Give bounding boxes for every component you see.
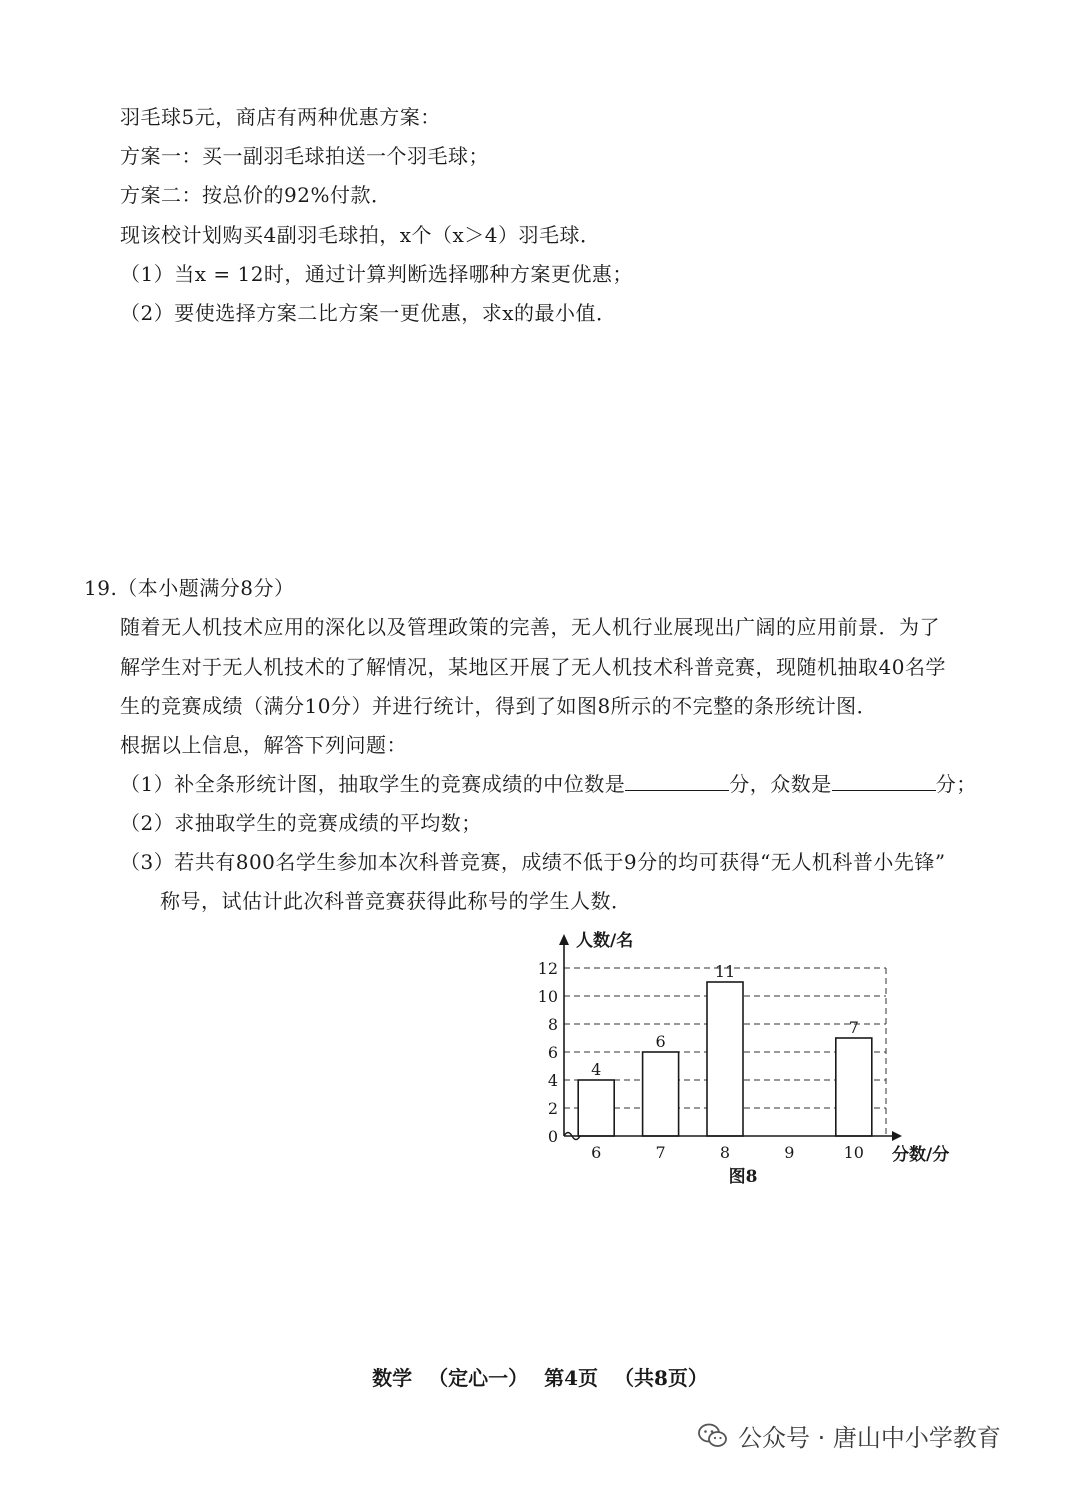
- y-tick-label: 12: [537, 959, 558, 978]
- data-label: 7: [848, 1018, 859, 1037]
- watermark-text: 公众号 · 唐山中小学教育: [738, 1424, 1001, 1452]
- x-tick-label: 6: [591, 1143, 602, 1162]
- problem18-plan1: 方案一：买一副羽毛球拍送一个羽毛球；: [120, 144, 489, 168]
- watermark: [698, 1418, 1001, 1453]
- question1-text-b: 分，众数是: [729, 772, 832, 796]
- problem18-plan2: 方案二：按总价的92%付款．: [120, 183, 392, 207]
- median-answer-blank[interactable]: [625, 770, 729, 791]
- bar-chart-figure8: [530, 920, 970, 1200]
- x-axis-arrow: [892, 1131, 902, 1141]
- problem19-question3-line2: 称号，试估计此次科普竞赛获得此称号的学生人数．: [160, 889, 632, 913]
- y-axis-title: 人数/名: [576, 931, 634, 951]
- footer-page-number: 第4页: [544, 1366, 598, 1390]
- y-tick-label: 8: [547, 1015, 558, 1034]
- problem18-line1: 羽毛球5元，商店有两种优惠方案：: [120, 105, 441, 129]
- y-tick-label: 0: [547, 1127, 558, 1146]
- problem19-paragraph-line4: 根据以上信息，解答下列问题：: [120, 733, 407, 757]
- bar: [836, 1038, 872, 1136]
- page-footer: [0, 1362, 1080, 1391]
- problem18-question1: （1）当x = 12时，通过计算判断选择哪种方案更优惠；: [120, 262, 633, 286]
- x-axis-title: 分数/分: [892, 1145, 950, 1165]
- y-axis-arrow: [559, 934, 569, 945]
- x-tick-label: 10: [843, 1143, 864, 1162]
- y-tick-label: 2: [547, 1099, 558, 1118]
- question1-text-a: （1）补全条形统计图，抽取学生的竞赛成绩的中位数是: [120, 772, 626, 796]
- figure-caption: 图8: [728, 1167, 758, 1187]
- x-tick-label: 9: [784, 1143, 795, 1162]
- problem19-paragraph-line2: 解学生对于无人机技术的了解情况，某地区开展了无人机技术科普竞赛，现随机抽取40名学: [120, 655, 946, 679]
- bar: [578, 1080, 614, 1136]
- mode-answer-blank[interactable]: [832, 770, 936, 791]
- chart-bars: [578, 982, 872, 1136]
- y-tick-label: 10: [537, 987, 558, 1006]
- problem18-question2: （2）要使选择方案二比方案一更优惠，求x的最小值．: [120, 301, 617, 325]
- footer-subject: 数学: [372, 1366, 413, 1390]
- problem19-question3-line1: （3）若共有800名学生参加本次科普竞赛，成绩不低于9分的均可获得“无人机科普小先锋”: [120, 850, 946, 874]
- data-label: 4: [591, 1060, 602, 1079]
- question1-text-c: 分；: [935, 772, 977, 796]
- wechat-icon: [698, 1423, 728, 1449]
- problem19-paragraph-line1: 随着无人机技术应用的深化以及管理政策的完善，无人机行业展现出广阔的应用前景．为了: [120, 615, 940, 639]
- footer-edition: （定心一）: [428, 1366, 529, 1390]
- problem19-question2: （2）求抽取学生的竞赛成绩的平均数；: [120, 811, 482, 835]
- bar: [643, 1052, 679, 1136]
- y-tick-label: 4: [547, 1071, 558, 1090]
- footer-total-pages: （共8页）: [614, 1366, 708, 1390]
- problem19-header: 19.（本小题满分8分）: [84, 576, 295, 600]
- data-label: 6: [655, 1032, 666, 1051]
- problem19-paragraph-line3: 生的竞赛成绩（满分10分）并进行统计，得到了如图8所示的不完整的条形统计图．: [120, 694, 878, 718]
- data-label: 11: [714, 962, 736, 981]
- y-tick-label: 6: [547, 1043, 558, 1062]
- problem19-question1: [120, 770, 977, 798]
- x-tick-label: 7: [655, 1143, 666, 1162]
- bar: [707, 982, 743, 1136]
- x-tick-label: 8: [719, 1143, 731, 1162]
- problem18-line4: 现该校计划购买4副羽毛球拍，x个（x＞4）羽毛球．: [120, 223, 601, 247]
